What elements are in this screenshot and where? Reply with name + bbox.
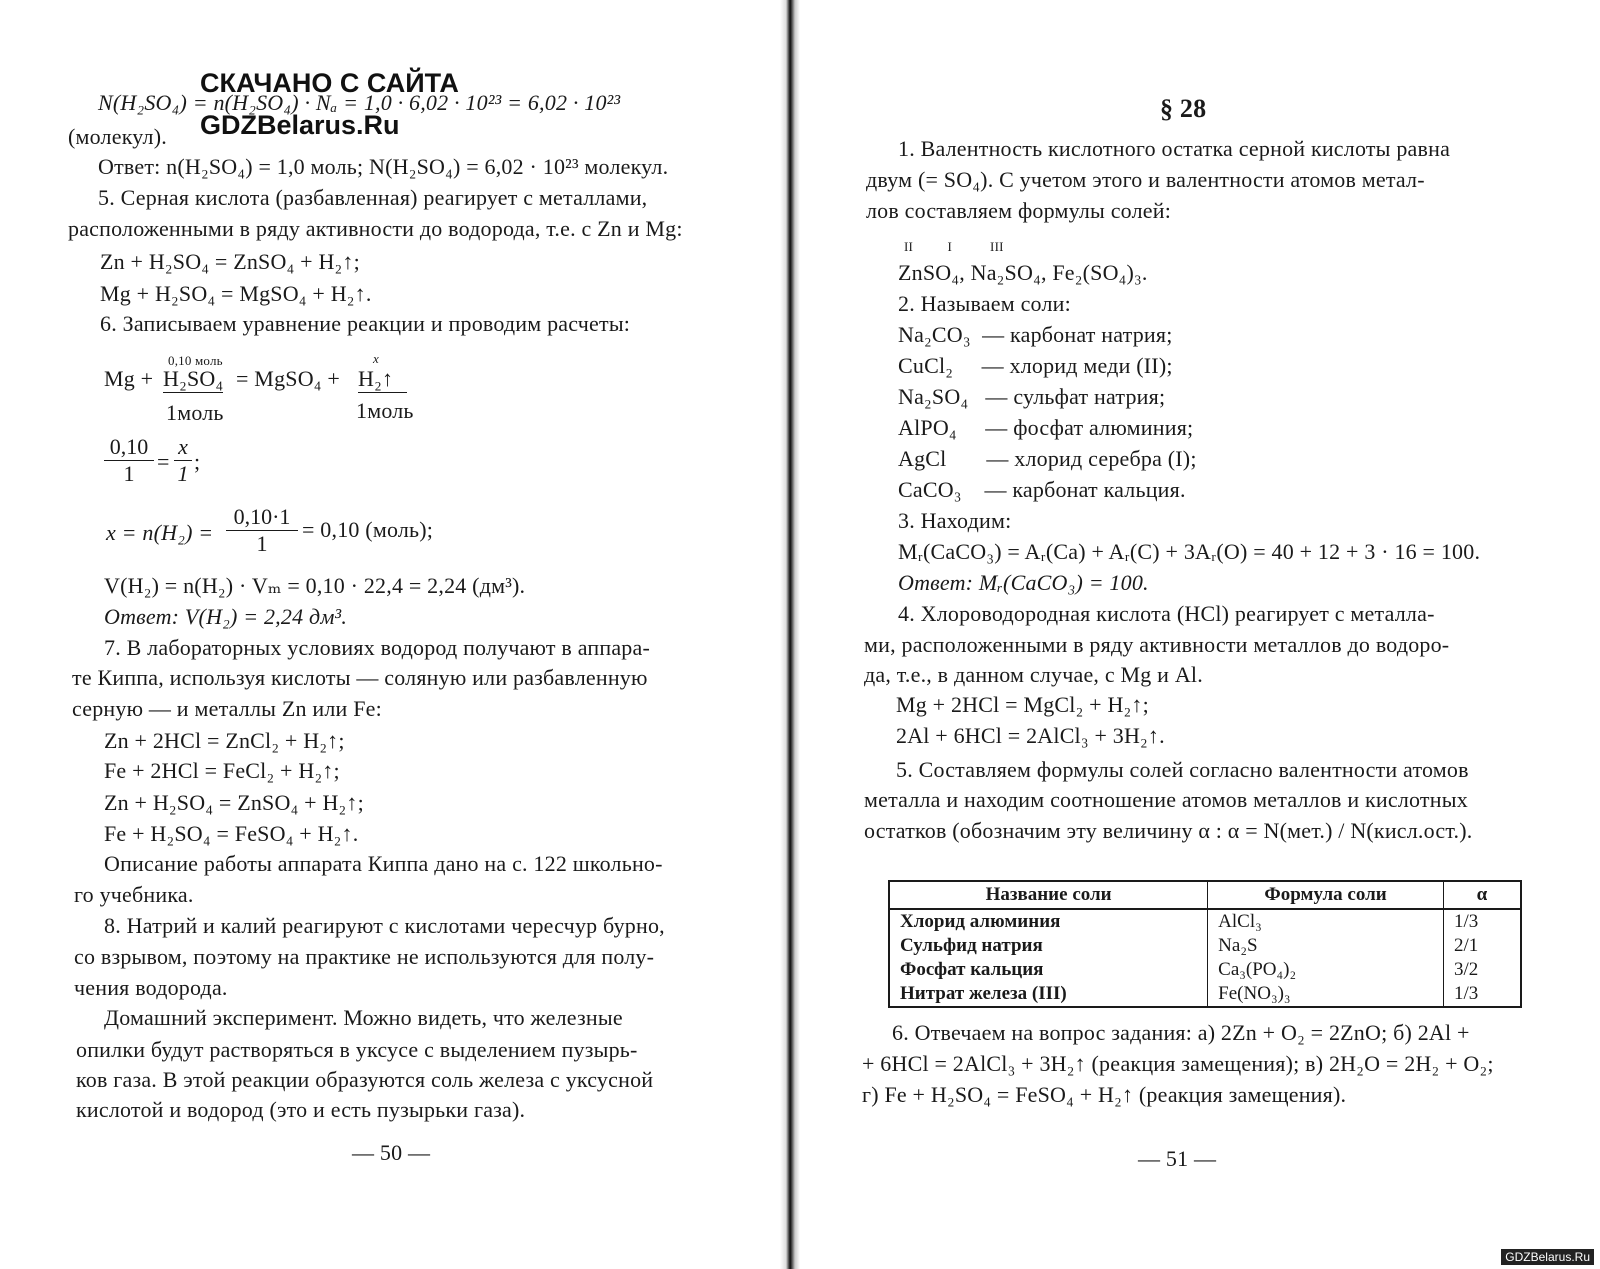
xcalc-rhs: = 0,10 (моль); (302, 517, 434, 542)
text-line: кислотой и водород (это и есть пузырьки газа). (76, 1097, 526, 1122)
salt-name-line: Na₂SO₄ — сульфат натрия; (898, 384, 1166, 409)
table-cell: Сульфид натрия (889, 934, 1208, 958)
page-number-left: — 50 — (352, 1140, 431, 1165)
text-line: V(H₂) = n(H₂) · Vₘ = 0,10 · 22,4 = 2,24 (дм³). (104, 573, 526, 598)
text-line: те Киппа, используя кислоты — соляную или разбавленную (72, 665, 648, 690)
text-line: 3. Находим: (898, 508, 1012, 533)
table-cell: Нитрат железа (III) (889, 982, 1208, 1007)
text-line: 2. Называем соли: (898, 291, 1071, 316)
equation-line: Fe + 2HCl = FeCl₂ + H₂↑; (104, 758, 340, 783)
fraction-num: x (178, 434, 188, 459)
table-row (889, 909, 1521, 934)
text-line: да, т.е., в данном случае, с Mg и Al. (864, 662, 1203, 687)
watermark-line1: СКАЧАНО С САЙТА (200, 68, 459, 98)
eq6-top-moles: 0,10 моль (168, 353, 223, 368)
footer-watermark: GDZBelarus.Ru (1501, 1249, 1594, 1265)
table-header: Формула соли (1208, 881, 1444, 909)
table-header: Название соли (889, 881, 1208, 909)
table-cell: Fe(NO₃)₃ (1208, 982, 1444, 1007)
text-line: 6. Записываем уравнение реакции и проводим расчеты: (100, 311, 631, 336)
table-cell: 1/3 (1453, 983, 1479, 1004)
eq6-top-x: x (373, 351, 379, 366)
text-line: двум (= SO₄). С учетом этого и валентности атомов метал- (866, 167, 1425, 192)
equation-line: Zn + H₂SO₄ = ZnSO₄ + H₂↑; (100, 249, 360, 274)
table-cell: AlCl₃ (1208, 909, 1444, 934)
text-line: металла и находим соотношение атомов металлов и кислотных (864, 787, 1468, 812)
text-line: чения водорода. (74, 975, 228, 1000)
equation-line: Mg + 2HCl = MgCl₂ + H₂↑; (896, 692, 1149, 717)
text-line: (молекул). (68, 124, 167, 149)
answer-line: Ответ: V(H₂) = 2,24 дм³. (104, 604, 348, 629)
salt-name-line: AlPO₄ — фосфат алюминия; (898, 415, 1194, 440)
text-line: Домашний эксперимент. Можно видеть, что железные (104, 1005, 623, 1030)
table-header: α (1443, 881, 1521, 909)
text-line: серную — и металлы Zn или Fe: (72, 696, 382, 721)
text-line: опилки будут растворяться в уксусе с выделением пузырь- (76, 1037, 638, 1062)
text-line: 5. Серная кислота (разбавленная) реагирует с металлами, (98, 185, 648, 210)
book-spine (780, 0, 800, 1269)
text-line: лов составляем формулы солей: (866, 198, 1172, 223)
valence-marks: II I III (904, 239, 1004, 254)
salt-name-line: Na₂CO₃ — карбонат натрия; (898, 322, 1173, 347)
eq6-mg: Mg + (104, 366, 154, 391)
semicolon: ; (194, 449, 201, 474)
equation-line: Mg + H₂SO₄ = MgSO₄ + H₂↑. (100, 281, 372, 306)
text-line: + 6HCl = 2AlCl₃ + 3H₂↑ (реакция замещения); в) 2H₂O = 2H₂ + O₂; (862, 1051, 1494, 1076)
answer-line: Ответ: Mᵣ(CaCO₃) = 100. (898, 570, 1149, 595)
eq6-middle: = MgSO₄ + (236, 366, 340, 391)
table-cell: Ca₃(PO₄)₂ (1208, 958, 1444, 982)
text-line: N(H₂SO₄) = n(H₂SO₄) · Nₐ = 1,0 · 6,02 · 10²³ = 6,02 · 10²³ (98, 90, 621, 115)
answer-line: Ответ: n(H₂SO₄) = 1,0 моль; N(H₂SO₄) = 6,02 · 10²³ молекул. (98, 154, 669, 179)
eq6-den1: 1моль (166, 400, 224, 425)
equation-line: 2Al + 6HCl = 2AlCl₃ + 3H₂↑. (896, 723, 1165, 748)
text-line: ков газа. В этой реакции образуются соль железа с уксусной (76, 1067, 654, 1092)
fraction-den: 1 (177, 461, 189, 486)
xcalc-lhs: x = n(H₂) = (106, 520, 214, 545)
page-number-right: — 51 — (1138, 1146, 1217, 1171)
fraction-num: 0,10 (109, 434, 149, 459)
formula-line: ZnSO₄, Na₂SO₄, Fe₂(SO₄)₃. (898, 260, 1148, 285)
eq6-h2: H₂↑ (358, 366, 407, 393)
text-line: остатков (обозначим эту величину α : α = N(мет.) / N(кисл.ост.). (864, 818, 1473, 843)
equation-line: Zn + H₂SO₄ = ZnSO₄ + H₂↑; (104, 790, 364, 815)
text-line: со взрывом, поэтому на практике не используются для полу- (74, 944, 655, 969)
text-line: 8. Натрий и калий реагируют с кислотами чересчур бурно, (104, 913, 665, 938)
table-header-row (889, 881, 1521, 909)
text-line: 5. Составляем формулы солей согласно валентности атомов (896, 757, 1469, 782)
equation-line: Fe + H₂SO₄ = FeSO₄ + H₂↑. (104, 821, 359, 846)
text-line: расположенными в ряду активности до водорода, т.е. с Zn и Mg: (68, 216, 683, 241)
table-row (889, 982, 1521, 1007)
table-cell: Na₂S (1208, 934, 1444, 958)
text-line: 7. В лабораторных условиях водород получают в аппара- (104, 635, 650, 660)
fraction-num: 0,10·1 (233, 504, 291, 529)
text-line: 6. Отвечаем на вопрос задания: а) 2Zn + O₂ = 2ZnO; б) 2Al + (892, 1020, 1470, 1045)
salt-name-line: AgCl — хлорид серебра (I); (898, 446, 1197, 471)
fraction-den: 1 (123, 461, 135, 486)
eq6-h2so4: H₂SO₄ (163, 366, 224, 391)
equals-sign: = (157, 449, 170, 474)
xcalc-fraction (226, 504, 298, 557)
salts-table (888, 880, 1522, 1008)
section-heading: § 28 (1160, 94, 1207, 123)
text-line: ми, расположенными в ряду активности металлов до водоро- (864, 632, 1450, 657)
table-row (889, 958, 1521, 982)
table-cell: Хлорид алюминия (889, 909, 1208, 934)
text-line: 4. Хлороводородная кислота (HCl) реагирует с металла- (898, 601, 1435, 626)
table-cell: 1/3 (1453, 911, 1479, 932)
formula-line: Mᵣ(CaCO₃) = Aᵣ(Ca) + Aᵣ(C) + 3Aᵣ(O) = 40 + 12 + 3 · 16 = 100. (898, 539, 1481, 564)
text-line: 1. Валентность кислотного остатка серной кислоты равна (898, 136, 1451, 161)
table-cell: Фосфат кальция (889, 958, 1208, 982)
eq6-den2: 1моль (356, 398, 414, 423)
text-line: г) Fe + H₂SO₄ = FeSO₄ + H₂↑ (реакция замещения). (862, 1082, 1347, 1107)
fraction-right (174, 434, 192, 487)
fraction-den: 1 (256, 531, 268, 556)
text-line: го учебника. (74, 882, 194, 907)
watermark-line2: GDZBelarus.Ru (200, 110, 400, 140)
salt-name-line: CuCl₂ — хлорид меди (II); (898, 353, 1173, 378)
table-cell: 3/2 (1453, 959, 1479, 980)
table-cell: 2/1 (1453, 935, 1479, 956)
equation-line: Zn + 2HCl = ZnCl₂ + H₂↑; (104, 728, 345, 753)
salt-name-line: CaCO₃ — карбонат кальция. (898, 477, 1186, 502)
text-line: Описание работы аппарата Киппа дано на с. 122 школьно- (104, 851, 663, 876)
table-row (889, 934, 1521, 958)
fraction-left (104, 434, 154, 487)
